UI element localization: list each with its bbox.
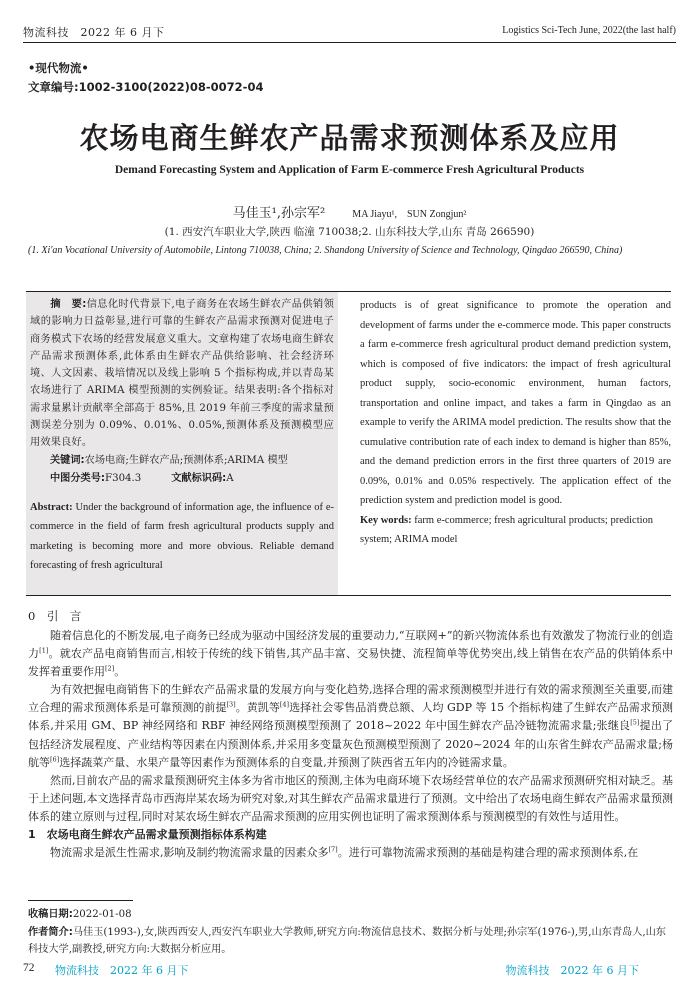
paragraph: 物流需求是派生性需求,影响及制约物流需求量的因素众多[7]。进行可靠物流需求预测的基础是构建合理的需求预测体系,在 [50, 845, 639, 860]
received-date [28, 906, 673, 924]
footnote-divider [28, 900, 133, 901]
citation[interactable]: [7] [328, 845, 338, 854]
received-label: 收稿日期: [28, 909, 73, 920]
affiliation-en: (1. Xi'an Vocational University of Automobile, Lintong 710038, China; 2. Shandong University of Science and Technology, Qingdao 266590, China) [28, 245, 623, 256]
affiliation-cn: (1. 西安汽车职业大学,陕西 临潼 710038;2. 山东科技大学,山东 青岛 266590) [164, 226, 535, 238]
abstract-en-right-text: products is of great significance to promote the operation and development of farms under the e-commerce mode. This paper constructs a farm e-commerce fresh agricultural product demand prediction system, which is composed of five indicators: the impact of fresh agricultural product supply, socio-economic environment, human factors, transportation and online impact, and takes a farm in Qingdao as an example to verify the ARIMA model prediction. The results show that the cumulative contribution rate of each index to demand is higher than 85%, and the demand prediction errors in the first three quarters of 2019 are 0.09%, 0.01% and 0.05% respectively. The application effect of the prediction system and prediction model is good. [360, 300, 671, 506]
column-tag: •现代物流• [28, 61, 89, 75]
journal-issue-label-en: Logistics Sci-Tech June, 2022(the last half) [502, 25, 676, 36]
abstract-cn-label: 摘 要: [50, 299, 87, 310]
citation[interactable]: [1] [39, 646, 49, 655]
citation[interactable]: [4] [279, 700, 290, 709]
doc-code: A [226, 472, 234, 484]
citation[interactable]: [3] [226, 700, 236, 709]
keywords-en [360, 511, 671, 550]
citation[interactable]: [6] [50, 755, 60, 763]
section-heading-1 [28, 826, 673, 844]
section-number: 1 [28, 828, 36, 842]
keywords-cn [30, 452, 334, 470]
footer-journal-right: 物流科技 2022 年 6 月下 [505, 964, 639, 977]
abstract-left-column [26, 292, 338, 595]
paper-title-cn: 农场电商生鲜农产品需求预测体系及应用 [79, 121, 620, 155]
page-number: 72 [23, 962, 35, 974]
body-text [28, 627, 673, 862]
article-number: 文章编号:1002-3100(2022)08-0072-04 [28, 80, 264, 94]
paragraph: 为有效把握电商销售下的生鲜农产品需求量的发展方向与变化趋势,选择合理的需求预测模型并进行有效的需求预测至关重要,而建立合理的需求预测体系是可靠预测的前提[3]。黄凯等[4]选择社会零售品消费总额、人均 GDP 等 15 个指标构建了生鲜农产品需求预测体系,并采用 GM、BP 神经网络和 RBF 神经网络预测模型预测了 2018~2022 年中国生鲜农产品冷链物流需求量;张继良[5]提出了包括经济发展程度、产业结构等因素在内预测体系,并采用多变量灰色预测模型预测了 2020~2024 年的山东省生鲜农产品需求量;杨航等[6]选择蔬菜产量、水果产量等因素作为预测体系的自变量,并预测了陕西省五年内的冷链需求量。 [28, 683, 674, 769]
abstract-cn [30, 296, 334, 452]
keywords-cn-text: 农场电商;生鲜农产品;预测体系;ARIMA 模型 [84, 454, 288, 466]
authors-cn: 马佳玉¹,孙宗军² [232, 206, 326, 221]
paper-title-en: Demand Forecasting System and Application of Farm E-commerce Fresh Agricultural Products [114, 164, 585, 176]
abstract-en-label: Abstract: [30, 501, 73, 513]
abstract-en-left [30, 498, 334, 576]
abstract-cn-text: 信息化时代背景下,电子商务在农场生鲜农产品供销领域的影响力日益彰显,进行可靠的生鲜农产品需求预测对促进电子商务模式下农场的经营发展意义重大。文章构建了农场电商生鲜农产品需求预测体系,此体系由生鲜农产品供给影响、社会经济环境、人文因素、栽培情况以及线上影响 5 个指标构成,并以青岛某农场进行了 ARIMA 模型预测的实例验证。结果表明:各个指标对需求量累计贡献率全部高于 85%,且 2019 年前三季度的需求量预测误差分别为 0.09%、0.01%、0.05%,预测体系及预测模型应用效果良好。 [30, 299, 334, 449]
author-line [0, 202, 699, 221]
running-header [23, 24, 676, 43]
abstract-box [26, 291, 671, 596]
doc-code-label: 文献标识码: [171, 472, 227, 484]
keywords-cn-label: 关键词: [50, 454, 85, 466]
clc-label: 中图分类号: [50, 472, 106, 484]
paragraph: 随着信息化的不断发展,电子商务已经成为驱动中国经济发展的重要动力,“互联网+”的新兴物流体系也有效激发了物流行业的创造力[1]。就农产品电商销售而言,相较于传统的线下销售,其产品丰富、交易快捷、流程简单等优势突出,线上销售在农产品的供销体系中发挥着重要作用[2]。 [28, 629, 674, 679]
keywords-en-label: Key words: [360, 514, 412, 526]
section-number: 0 [28, 609, 36, 623]
classification-cn [30, 470, 334, 488]
author-bio [28, 924, 673, 959]
abstract-right-column [360, 296, 671, 550]
section-title: 引 言 [46, 609, 82, 623]
journal-issue-label: 物流科技 2022 年 6 月下 [23, 26, 165, 39]
footer-journal-left: 物流科技 2022 年 6 月下 [55, 964, 189, 977]
footnotes [28, 906, 673, 959]
keywords-en-text: farm e-commerce; fresh agricultural products; prediction system; ARIMA model [360, 514, 654, 545]
clc-number: F304.3 [105, 472, 142, 484]
received-value: 2022-01-08 [72, 909, 132, 920]
citation[interactable]: [2] [105, 664, 115, 673]
paragraph: 然而,目前农产品的需求量预测研究主体多为省市地区的预测,主体为电商环境下农场经营单位的农产品需求预测研究相对缺乏。基于上述问题,本文选择青岛市西海岸某农场为研究对象,对其生鲜农产品需求量进行了预测。文中给出了农场电商生鲜农产品需求量预测体系的建立原则与过程,同时对某农场生鲜农产品需求预测的应用实例也证明了需求预测体系与预测模型的有效性与适用性。 [28, 773, 673, 823]
bio-text: 马佳玉(1993-),女,陕西西安人,西安汽车职业大学教师,研究方向:物流信息技术、数据分析与处理;孙宗军(1976-),男,山东青岛人,山东科技大学,副教授,研究方向:大数据分析应用。 [28, 926, 666, 955]
abstract-en-left-text: Under the background of information age, the influence of e-commerce in the field of farm fresh agricultural products supply and marketing is becoming more and more obvious. Reliable demand forecasting of fresh agricultural [30, 501, 335, 572]
authors-en: MA Jiayu¹, SUN Zongjun² [352, 209, 467, 220]
citation[interactable]: [5] [630, 718, 640, 727]
section-heading-intro [28, 608, 81, 624]
bio-label: 作者简介: [28, 926, 73, 938]
section-title: 农场电商生鲜农产品需求量预测指标体系构建 [46, 828, 267, 842]
